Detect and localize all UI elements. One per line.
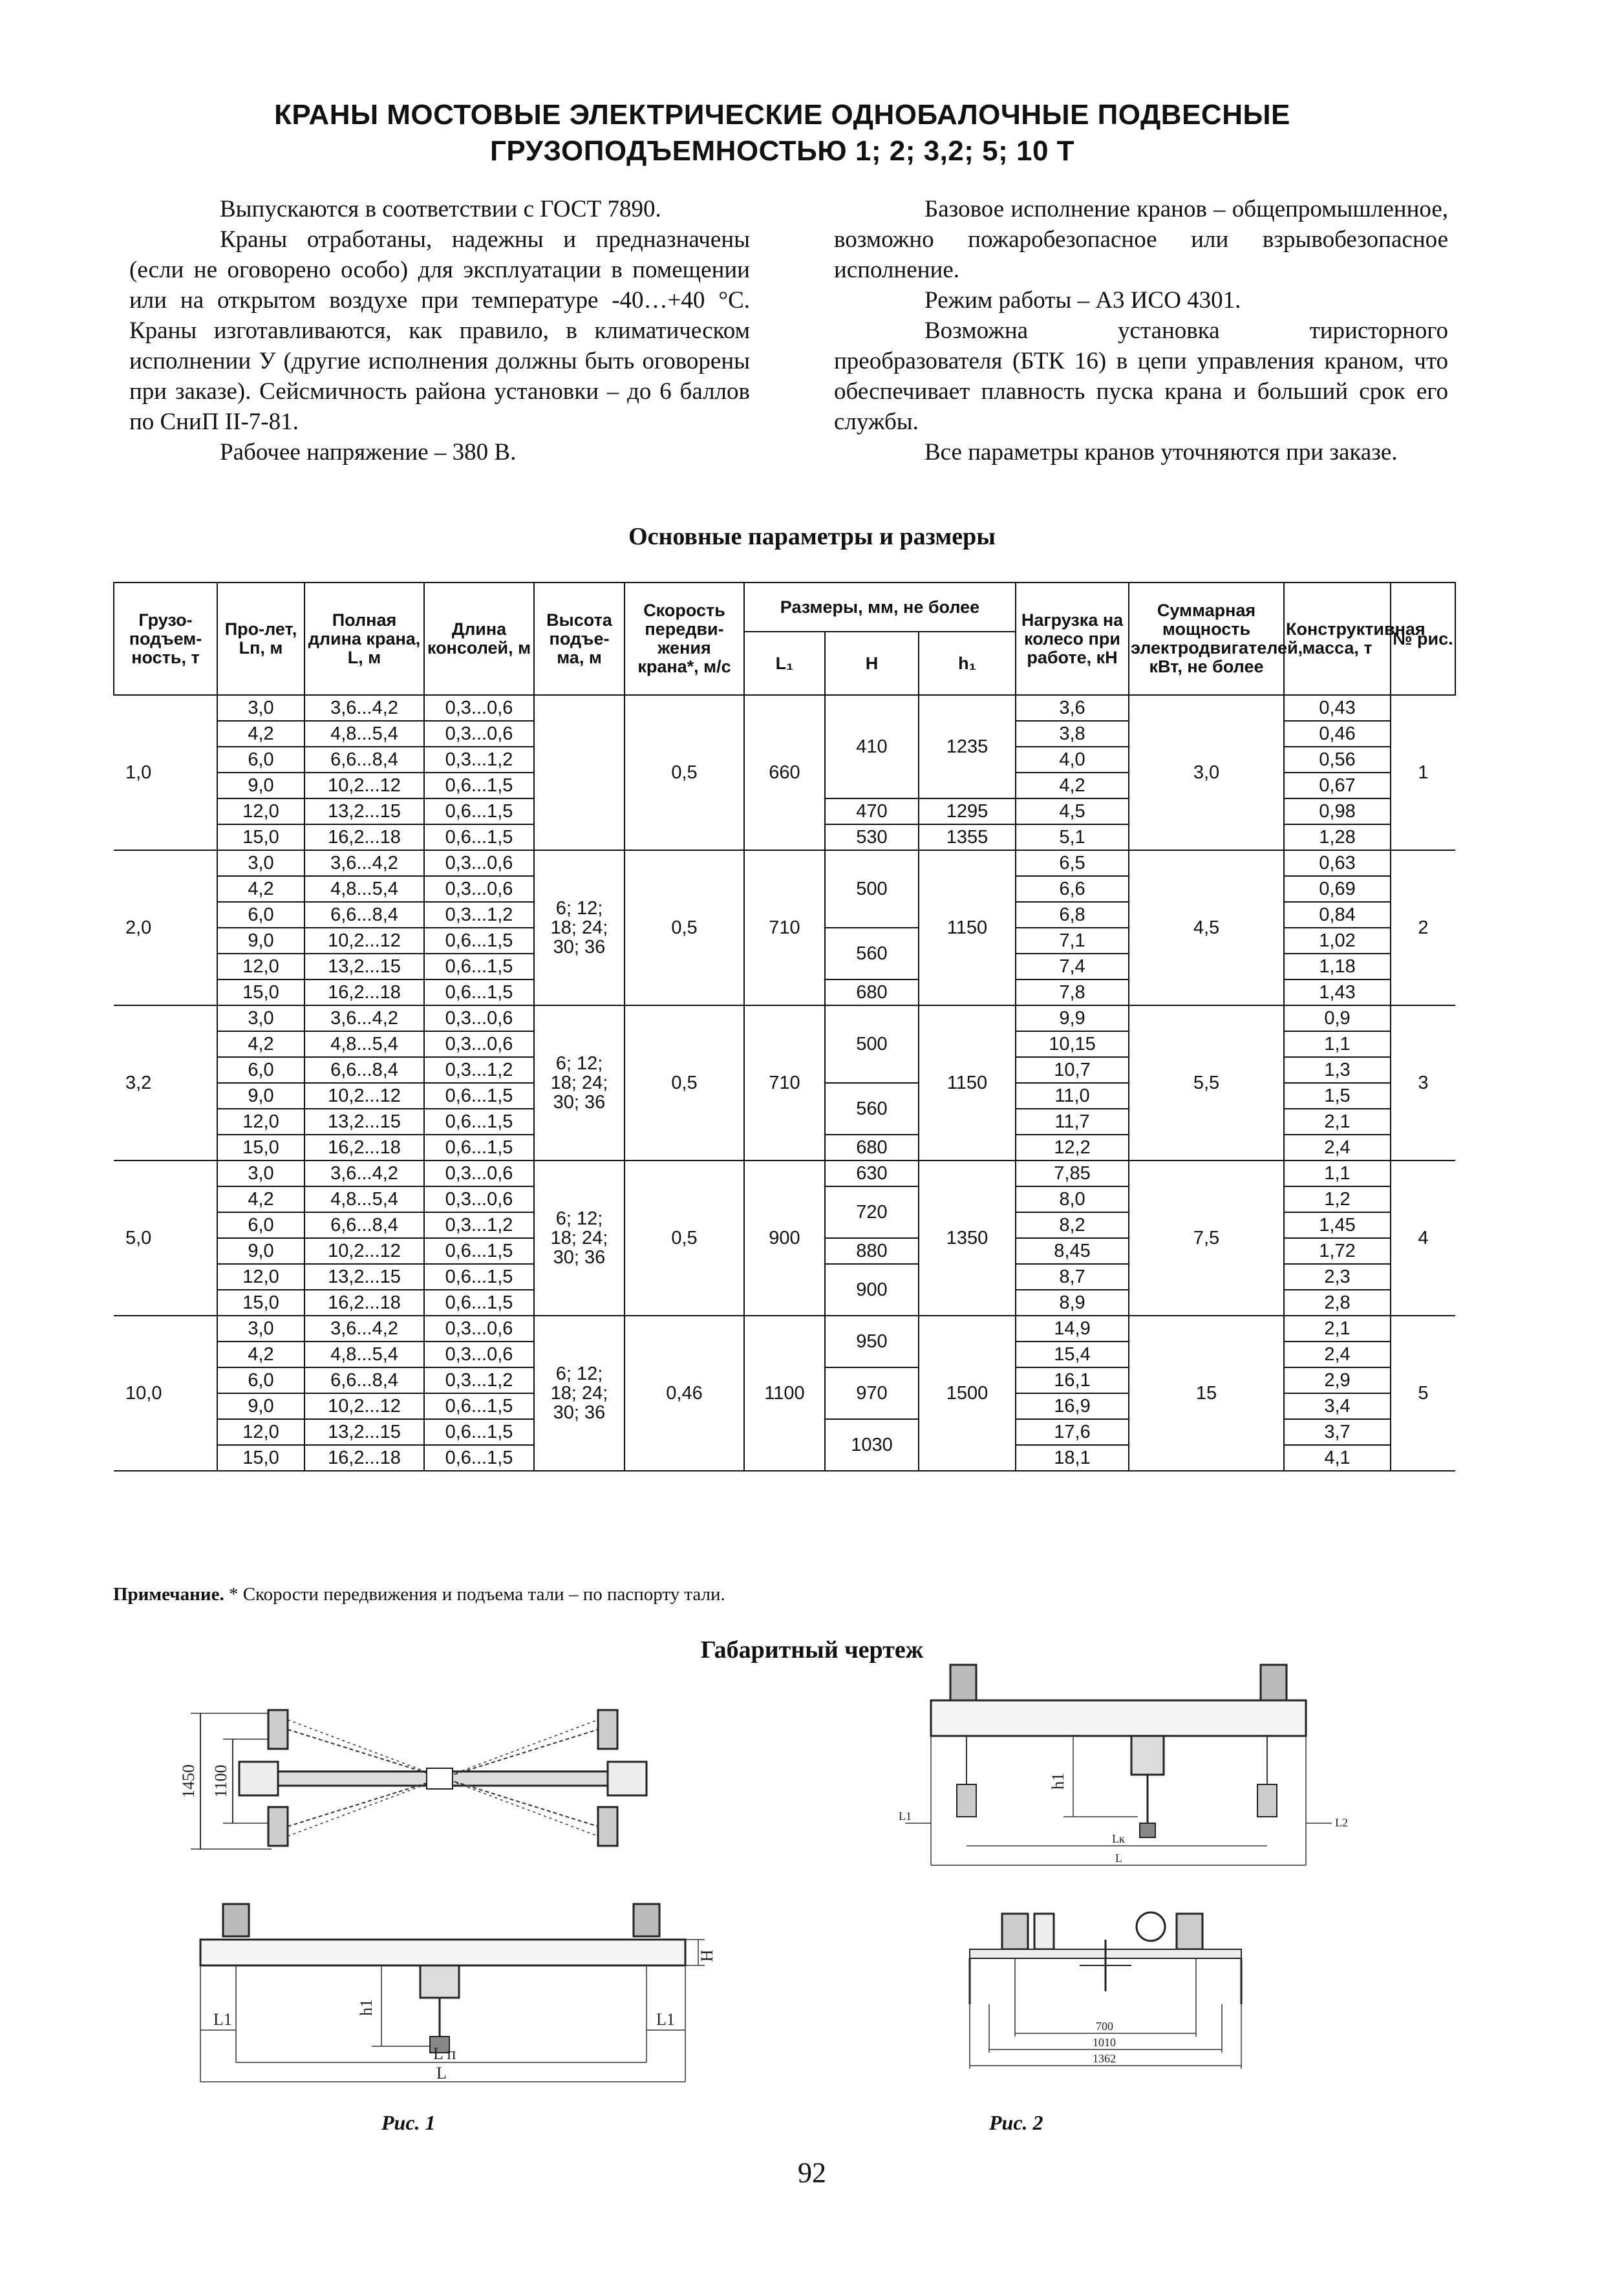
cell-length: 10,2...12 xyxy=(304,773,424,798)
cell-console: 0,6...1,5 xyxy=(424,1264,534,1290)
cell-span: 9,0 xyxy=(217,928,304,954)
cell-mass: 2,9 xyxy=(1284,1367,1391,1393)
cell-console: 0,3...0,6 xyxy=(424,1005,534,1031)
intro-left-column xyxy=(129,194,750,467)
header-wheel-load: Нагрузка на колесо при работе, кН xyxy=(1016,583,1129,695)
fig2-dim-1010: 1010 xyxy=(1093,2036,1116,2049)
cell-mass: 0,67 xyxy=(1284,773,1391,798)
cell-mass: 1,1 xyxy=(1284,1031,1391,1057)
cell-wheel-load: 7,1 xyxy=(1016,928,1129,954)
cell-wheel-load: 6,8 xyxy=(1016,902,1129,928)
cell-speed: 0,5 xyxy=(625,850,744,1005)
cell-console: 0,3...1,2 xyxy=(424,1367,534,1393)
footnote-label: Примечание. xyxy=(113,1584,224,1605)
fig2-label-L: L xyxy=(1115,1852,1122,1865)
cell-span: 3,0 xyxy=(217,695,304,721)
cell-mass: 2,3 xyxy=(1284,1264,1391,1290)
header-capacity: Грузо-подъем-ность, т xyxy=(114,583,217,695)
fig2-side-view-drawing xyxy=(957,1901,1254,2088)
cell-span: 3,0 xyxy=(217,1005,304,1031)
cell-length: 13,2...15 xyxy=(304,798,424,824)
cell-span: 4,2 xyxy=(217,1342,304,1367)
cell-span: 9,0 xyxy=(217,1083,304,1109)
cell-lift-height: 6; 12; 18; 24; 30; 36 xyxy=(534,1161,625,1316)
cell-span: 6,0 xyxy=(217,1212,304,1238)
cell-console: 0,6...1,5 xyxy=(424,1135,534,1161)
cell-span: 12,0 xyxy=(217,954,304,979)
cell-power: 15 xyxy=(1129,1316,1284,1471)
cell-length: 16,2...18 xyxy=(304,979,424,1005)
cell-length: 16,2...18 xyxy=(304,1135,424,1161)
cell-l1: 1100 xyxy=(744,1316,825,1471)
cell-power: 5,5 xyxy=(1129,1005,1284,1161)
cell-span: 6,0 xyxy=(217,902,304,928)
cell-h1: 1295 xyxy=(919,798,1016,824)
cell-span: 15,0 xyxy=(217,824,304,850)
cell-console: 0,6...1,5 xyxy=(424,979,534,1005)
cell-mass: 0,9 xyxy=(1284,1005,1391,1031)
cell-wheel-load: 4,2 xyxy=(1016,773,1129,798)
cell-console: 0,6...1,5 xyxy=(424,1238,534,1264)
cell-wheel-load: 17,6 xyxy=(1016,1419,1129,1445)
dim-1100: 1100 xyxy=(211,1764,230,1798)
intro-right-column xyxy=(834,194,1448,467)
header-span: Про-лет, Lп, м xyxy=(217,583,304,695)
header-dims: Размеры, мм, не более xyxy=(744,583,1016,632)
cell-span: 9,0 xyxy=(217,1238,304,1264)
cell-h1: 1355 xyxy=(919,824,1016,850)
cell-h: 680 xyxy=(825,1135,919,1161)
cell-h1: 1235 xyxy=(919,695,1016,798)
cell-length: 4,8...5,4 xyxy=(304,1342,424,1367)
cell-length: 10,2...12 xyxy=(304,1083,424,1109)
cell-mass: 1,43 xyxy=(1284,979,1391,1005)
cell-mass: 1,45 xyxy=(1284,1212,1391,1238)
cell-span: 12,0 xyxy=(217,1419,304,1445)
fig2-label-L1: L1 xyxy=(899,1810,912,1823)
cell-h1: 1150 xyxy=(919,850,1016,1005)
cell-span: 3,0 xyxy=(217,850,304,876)
cell-h: 500 xyxy=(825,850,919,928)
cell-console: 0,6...1,5 xyxy=(424,1393,534,1419)
intro-paragraph: Все параметры кранов уточняются при заказе. xyxy=(924,439,1398,465)
cell-mass: 3,7 xyxy=(1284,1419,1391,1445)
cell-span: 6,0 xyxy=(217,747,304,773)
cell-h: 900 xyxy=(825,1264,919,1316)
footnote-text: * Скорости передвижения и подъема тали – по паспорту тали. xyxy=(228,1584,725,1605)
header-h: H xyxy=(825,632,919,695)
cell-length: 6,6...8,4 xyxy=(304,1367,424,1393)
cell-length: 6,6...8,4 xyxy=(304,1057,424,1083)
cell-mass: 0,69 xyxy=(1284,876,1391,902)
cell-span: 15,0 xyxy=(217,1135,304,1161)
cell-l1: 710 xyxy=(744,1005,825,1161)
cell-length: 6,6...8,4 xyxy=(304,747,424,773)
intro-paragraph: Базовое исполнение кранов – общепромышленное, возможно пожаробезопасное или взрывобезопасное исполнение. xyxy=(834,196,1448,283)
cell-console: 0,6...1,5 xyxy=(424,798,534,824)
cell-wheel-load: 6,6 xyxy=(1016,876,1129,902)
intro-paragraph: Рабочее напряжение – 380 В. xyxy=(220,439,517,465)
cell-span: 4,2 xyxy=(217,876,304,902)
cell-h: 680 xyxy=(825,979,919,1005)
cell-console: 0,3...0,6 xyxy=(424,1316,534,1342)
cell-mass: 0,98 xyxy=(1284,798,1391,824)
cell-console: 0,3...1,2 xyxy=(424,1212,534,1238)
cell-wheel-load: 7,8 xyxy=(1016,979,1129,1005)
cell-span: 9,0 xyxy=(217,1393,304,1419)
fig2-label-Lk: Lк xyxy=(1112,1832,1125,1845)
cell-length: 4,8...5,4 xyxy=(304,1031,424,1057)
cell-length: 16,2...18 xyxy=(304,1445,424,1471)
cell-mass: 1,72 xyxy=(1284,1238,1391,1264)
cell-span: 15,0 xyxy=(217,979,304,1005)
cell-wheel-load: 10,7 xyxy=(1016,1057,1129,1083)
cell-wheel-load: 4,0 xyxy=(1016,747,1129,773)
cell-capacity: 5,0 xyxy=(114,1161,217,1316)
cell-span: 9,0 xyxy=(217,773,304,798)
cell-mass: 1,3 xyxy=(1284,1057,1391,1083)
cell-length: 3,6...4,2 xyxy=(304,1005,424,1031)
cell-console: 0,3...0,6 xyxy=(424,1031,534,1057)
cell-span: 4,2 xyxy=(217,721,304,747)
cell-speed: 0,46 xyxy=(625,1316,744,1471)
cell-wheel-load: 14,9 xyxy=(1016,1316,1129,1342)
fig2-caption: Рис. 2 xyxy=(989,2111,1043,2134)
cell-mass: 1,02 xyxy=(1284,928,1391,954)
cell-length: 13,2...15 xyxy=(304,1264,424,1290)
cell-wheel-load: 3,8 xyxy=(1016,721,1129,747)
cell-span: 4,2 xyxy=(217,1031,304,1057)
cell-console: 0,6...1,5 xyxy=(424,1083,534,1109)
cell-span: 12,0 xyxy=(217,1264,304,1290)
cell-length: 16,2...18 xyxy=(304,1290,424,1316)
cell-length: 6,6...8,4 xyxy=(304,1212,424,1238)
intro-paragraph: Выпускаются в соответствии с ГОСТ 7890. xyxy=(220,196,661,222)
header-power: Суммарная мощность электродвигателей, кВт, не более xyxy=(1129,583,1284,695)
cell-console: 0,6...1,5 xyxy=(424,1419,534,1445)
cell-mass: 2,1 xyxy=(1284,1316,1391,1342)
cell-wheel-load: 9,9 xyxy=(1016,1005,1129,1031)
cell-console: 0,3...0,6 xyxy=(424,1342,534,1367)
fig1-front-view-drawing xyxy=(187,1875,724,2095)
table-row xyxy=(114,1161,1455,1186)
cell-mass: 0,63 xyxy=(1284,850,1391,876)
cell-power: 3,0 xyxy=(1129,695,1284,850)
header-length: Полная длина крана, L, м xyxy=(304,583,424,695)
cell-length: 13,2...15 xyxy=(304,1419,424,1445)
cell-h: 410 xyxy=(825,695,919,798)
cell-mass: 0,56 xyxy=(1284,747,1391,773)
cell-span: 15,0 xyxy=(217,1445,304,1471)
cell-mass: 2,8 xyxy=(1284,1290,1391,1316)
cell-mass: 1,28 xyxy=(1284,824,1391,850)
cell-console: 0,3...0,6 xyxy=(424,1186,534,1212)
header-lift-height: Высота подъе-ма, м xyxy=(534,583,625,695)
cell-wheel-load: 8,9 xyxy=(1016,1290,1129,1316)
fig1-label-L: L xyxy=(436,2064,447,2082)
header-speed: Скорость передви-жения крана*, м/с xyxy=(625,583,744,695)
cell-fig: 1 xyxy=(1391,695,1455,850)
cell-h1: 1350 xyxy=(919,1161,1016,1316)
cell-length: 10,2...12 xyxy=(304,1238,424,1264)
cell-h: 500 xyxy=(825,1005,919,1083)
cell-lift-height: 6; 12; 18; 24; 30; 36 xyxy=(534,1316,625,1471)
cell-mass: 2,1 xyxy=(1284,1109,1391,1135)
cell-wheel-load: 7,4 xyxy=(1016,954,1129,979)
cell-mass: 0,43 xyxy=(1284,695,1391,721)
cell-console: 0,3...0,6 xyxy=(424,850,534,876)
cell-mass: 0,84 xyxy=(1284,902,1391,928)
intro-paragraph: Режим работы – А3 ИСО 4301. xyxy=(924,287,1241,314)
cell-wheel-load: 5,1 xyxy=(1016,824,1129,850)
fig2-label-L2: L2 xyxy=(1335,1816,1348,1829)
intro-paragraph: Краны отработаны, надежны и предназначены (если не оговорено особо) для эксплуатации в помещении или на открытом воздухе при температуре -40…+40 °С. Краны изготавливаются, как правило, в климатическом исполнении У (другие исполнения должны быть оговорены при заказе). Сейсмичность района установки – до 6 баллов по СниП II-7-81. xyxy=(129,226,750,435)
cell-h: 720 xyxy=(825,1186,919,1238)
header-console: Длина консолей, м xyxy=(424,583,534,695)
cell-wheel-load: 6,5 xyxy=(1016,850,1129,876)
cell-console: 0,6...1,5 xyxy=(424,954,534,979)
fig1-label-Ln: L п xyxy=(433,2044,456,2063)
cell-l1: 660 xyxy=(744,695,825,850)
cell-wheel-load: 4,5 xyxy=(1016,798,1129,824)
cell-console: 0,3...1,2 xyxy=(424,747,534,773)
cell-h1: 1500 xyxy=(919,1316,1016,1471)
cell-length: 10,2...12 xyxy=(304,928,424,954)
cell-mass: 2,4 xyxy=(1284,1342,1391,1367)
cell-span: 6,0 xyxy=(217,1057,304,1083)
header-l1: L₁ xyxy=(744,632,825,695)
cell-wheel-load: 12,2 xyxy=(1016,1135,1129,1161)
cell-length: 3,6...4,2 xyxy=(304,1161,424,1186)
cell-l1: 900 xyxy=(744,1161,825,1316)
table-row xyxy=(114,695,1455,721)
cell-span: 15,0 xyxy=(217,1290,304,1316)
parameters-table xyxy=(113,582,1456,1471)
cell-mass: 1,18 xyxy=(1284,954,1391,979)
cell-console: 0,3...1,2 xyxy=(424,1057,534,1083)
table-row xyxy=(114,850,1455,876)
cell-speed: 0,5 xyxy=(625,1161,744,1316)
cell-length: 4,8...5,4 xyxy=(304,876,424,902)
cell-length: 13,2...15 xyxy=(304,954,424,979)
cell-span: 3,0 xyxy=(217,1161,304,1186)
cell-h: 1030 xyxy=(825,1419,919,1471)
cell-capacity: 3,2 xyxy=(114,1005,217,1161)
footnote xyxy=(113,1584,725,1605)
cell-console: 0,6...1,5 xyxy=(424,1109,534,1135)
cell-mass: 0,46 xyxy=(1284,721,1391,747)
title-line-2: ГРУЗОПОДЪЕМНОСТЬЮ 1; 2; 3,2; 5; 10 Т xyxy=(489,135,1075,167)
cell-span: 3,0 xyxy=(217,1316,304,1342)
cell-mass: 3,4 xyxy=(1284,1393,1391,1419)
cell-console: 0,3...0,6 xyxy=(424,1161,534,1186)
cell-length: 3,6...4,2 xyxy=(304,850,424,876)
header-h1: h₁ xyxy=(919,632,1016,695)
cell-lift-height: 6; 12; 18; 24; 30; 36 xyxy=(534,850,625,1005)
cell-wheel-load: 8,7 xyxy=(1016,1264,1129,1290)
cell-length: 4,8...5,4 xyxy=(304,1186,424,1212)
cell-power: 7,5 xyxy=(1129,1161,1284,1316)
dim-1450: 1450 xyxy=(179,1764,198,1798)
cell-wheel-load: 8,0 xyxy=(1016,1186,1129,1212)
table-body xyxy=(114,695,1455,1471)
table-row xyxy=(114,1005,1455,1031)
page-number: 92 xyxy=(798,2157,826,2188)
cell-wheel-load: 10,15 xyxy=(1016,1031,1129,1057)
cell-capacity: 2,0 xyxy=(114,850,217,1005)
fig2-front-view-drawing xyxy=(886,1662,1377,1901)
cell-h: 560 xyxy=(825,1083,919,1135)
cell-capacity: 10,0 xyxy=(114,1316,217,1471)
cell-length: 13,2...15 xyxy=(304,1109,424,1135)
cell-h: 470 xyxy=(825,798,919,824)
cell-span: 4,2 xyxy=(217,1186,304,1212)
cell-wheel-load: 3,6 xyxy=(1016,695,1129,721)
cell-console: 0,6...1,5 xyxy=(424,928,534,954)
header-fig: № рис. xyxy=(1391,583,1455,695)
cell-wheel-load: 16,9 xyxy=(1016,1393,1129,1419)
intro-paragraph: Возможна установка тиристорного преобразователя (БТК 16) в цепи управления краном, что обеспечивает плавность пуска крана и больший срок его службы. xyxy=(834,317,1448,435)
cell-fig: 5 xyxy=(1391,1316,1455,1471)
cell-h: 880 xyxy=(825,1238,919,1264)
cell-wheel-load: 11,0 xyxy=(1016,1083,1129,1109)
cell-wheel-load: 16,1 xyxy=(1016,1367,1129,1393)
cell-mass: 1,1 xyxy=(1284,1161,1391,1186)
fig1-label-L1-right: L1 xyxy=(656,2010,675,2029)
fig2-dim-1362: 1362 xyxy=(1093,2052,1116,2065)
fig1-label-L1-left: L1 xyxy=(213,2010,232,2029)
cell-fig: 3 xyxy=(1391,1005,1455,1161)
fig2-dim-700: 700 xyxy=(1096,2020,1113,2033)
fig1-label-H: H xyxy=(698,1949,716,1962)
cell-console: 0,3...0,6 xyxy=(424,876,534,902)
cell-console: 0,3...0,6 xyxy=(424,695,534,721)
title-line-1: КРАНЫ МОСТОВЫЕ ЭЛЕКТРИЧЕСКИЕ ОДНОБАЛОЧНЫЕ ПОДВЕСНЫЕ xyxy=(274,99,1290,131)
header-mass: Конструктивная масса, т xyxy=(1284,583,1391,695)
cell-lift-height: 6; 12; 18; 24; 30; 36 xyxy=(534,1005,625,1161)
cell-mass: 1,2 xyxy=(1284,1186,1391,1212)
cell-length: 3,6...4,2 xyxy=(304,1316,424,1342)
table-row xyxy=(114,1316,1455,1342)
cell-h: 950 xyxy=(825,1316,919,1367)
cell-mass: 4,1 xyxy=(1284,1445,1391,1471)
cell-console: 0,6...1,5 xyxy=(424,1290,534,1316)
cell-span: 12,0 xyxy=(217,1109,304,1135)
cell-h: 970 xyxy=(825,1367,919,1419)
cell-length: 6,6...8,4 xyxy=(304,902,424,928)
cell-console: 0,6...1,5 xyxy=(424,1445,534,1471)
cell-wheel-load: 18,1 xyxy=(1016,1445,1129,1471)
cell-length: 16,2...18 xyxy=(304,824,424,850)
cell-speed: 0,5 xyxy=(625,695,744,850)
cell-h: 530 xyxy=(825,824,919,850)
cell-mass: 2,4 xyxy=(1284,1135,1391,1161)
table-title: Основные параметры и размеры xyxy=(628,523,996,550)
cell-h1: 1150 xyxy=(919,1005,1016,1161)
cell-span: 6,0 xyxy=(217,1367,304,1393)
cell-console: 0,6...1,5 xyxy=(424,824,534,850)
cell-console: 0,3...0,6 xyxy=(424,721,534,747)
cell-l1: 710 xyxy=(744,850,825,1005)
cell-h: 560 xyxy=(825,928,919,979)
cell-speed: 0,5 xyxy=(625,1005,744,1161)
cell-lift-height xyxy=(534,695,625,850)
cell-span: 12,0 xyxy=(217,798,304,824)
cell-wheel-load: 15,4 xyxy=(1016,1342,1129,1367)
cell-wheel-load: 8,2 xyxy=(1016,1212,1129,1238)
fig2-label-h1: h1 xyxy=(1049,1773,1067,1790)
fig1-label-h1: h1 xyxy=(357,1999,376,2016)
fig1-caption: Рис. 1 xyxy=(381,2111,436,2134)
cell-length: 4,8...5,4 xyxy=(304,721,424,747)
cell-capacity: 1,0 xyxy=(114,695,217,850)
fig1-top-view-drawing xyxy=(129,1674,724,1881)
cell-length: 10,2...12 xyxy=(304,1393,424,1419)
cell-wheel-load: 7,85 xyxy=(1016,1161,1129,1186)
cell-fig: 2 xyxy=(1391,850,1455,1005)
cell-power: 4,5 xyxy=(1129,850,1284,1005)
cell-length: 3,6...4,2 xyxy=(304,695,424,721)
cell-wheel-load: 11,7 xyxy=(1016,1109,1129,1135)
cell-console: 0,6...1,5 xyxy=(424,773,534,798)
drawing-title: Габаритный чертеж xyxy=(700,1636,924,1664)
cell-console: 0,3...1,2 xyxy=(424,902,534,928)
cell-wheel-load: 8,45 xyxy=(1016,1238,1129,1264)
cell-fig: 4 xyxy=(1391,1161,1455,1316)
page-title xyxy=(110,97,1455,169)
cell-h: 630 xyxy=(825,1161,919,1186)
cell-mass: 1,5 xyxy=(1284,1083,1391,1109)
